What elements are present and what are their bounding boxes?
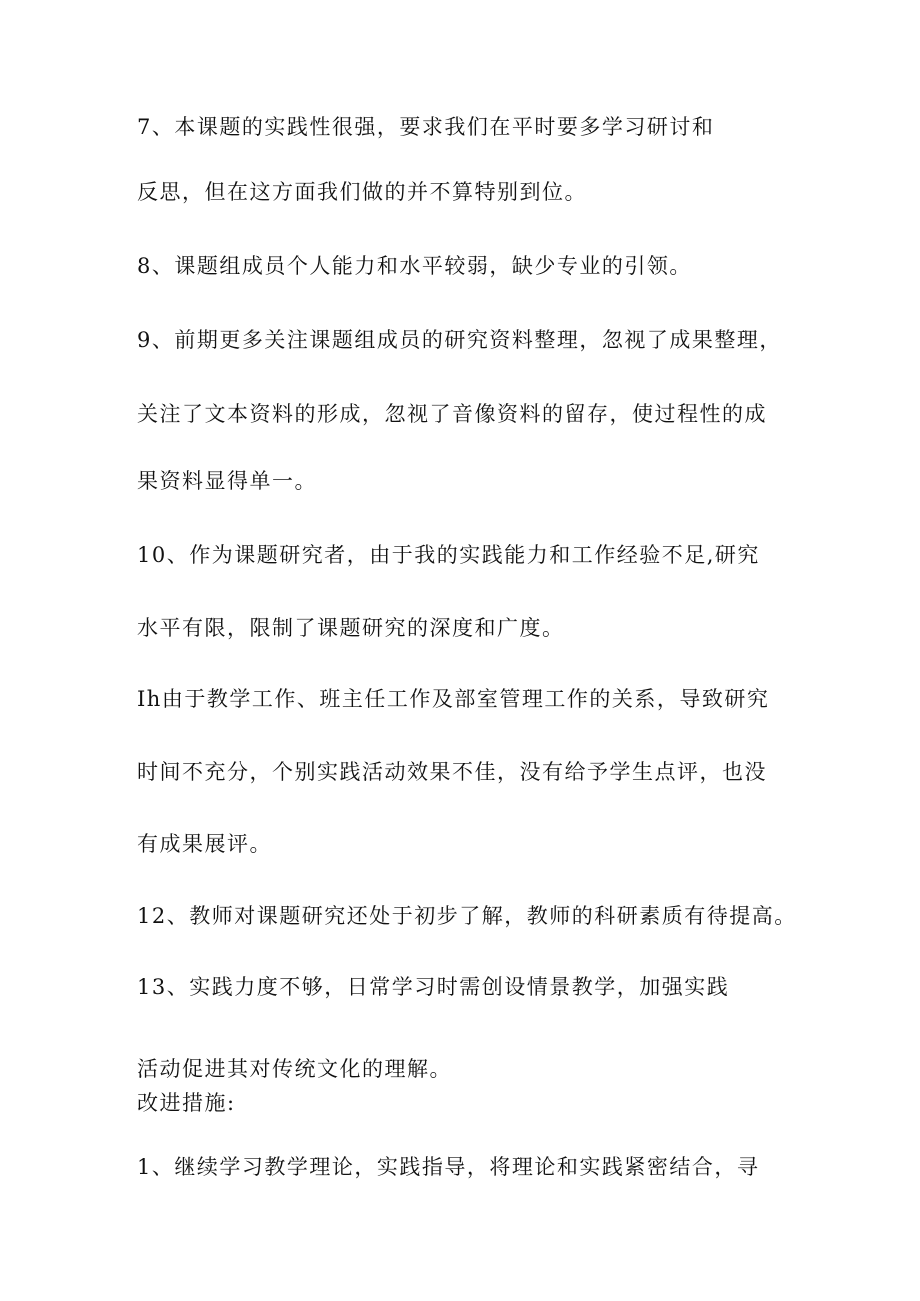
text-line: Ih由于教学工作、班主任工作及部室管理工作的关系，导致研究 <box>137 687 770 711</box>
section-heading: 改进措施: <box>137 1091 236 1115</box>
text-line: 1、继续学习教学理论，实践指导，将理论和实践紧密结合，寻 <box>137 1155 760 1179</box>
text-line: 果资料显得单一。 <box>137 469 317 493</box>
text-line: 12、教师对课题研究还处于初步了解，教师的科研素质有待提高。 <box>137 904 797 928</box>
text-line: 13、实践力度不够，日常学习时需创设情景教学，加强实践 <box>137 975 730 999</box>
text-line: 有成果展评。 <box>137 832 272 856</box>
text-line: 7、本课题的实践性很强，要求我们在平时要多学习研讨和 <box>137 115 715 139</box>
text-line: 水平有限，限制了课题研究的深度和广度。 <box>137 616 565 640</box>
text-line: 关注了文本资料的形成，忽视了音像资料的留存，使过程性的成 <box>137 402 767 426</box>
text-line: 时间不充分，个别实践活动效果不佳，没有给予学生点评，也没 <box>137 760 767 784</box>
text-line: 活动促进其对传统文化的理解。 <box>137 1057 452 1081</box>
text-line: 反思，但在这方面我们做的并不算特别到位。 <box>137 180 587 204</box>
text-line: 8、课题组成员个人能力和水平较弱，缺少专业的引领。 <box>137 254 692 278</box>
text-line: 10、作为课题研究者，由于我的实践能力和工作经验不足,研究 <box>137 543 760 567</box>
text-line: 9、前期更多关注课题组成员的研究资料整理，忽视了成果整理， <box>137 328 782 352</box>
